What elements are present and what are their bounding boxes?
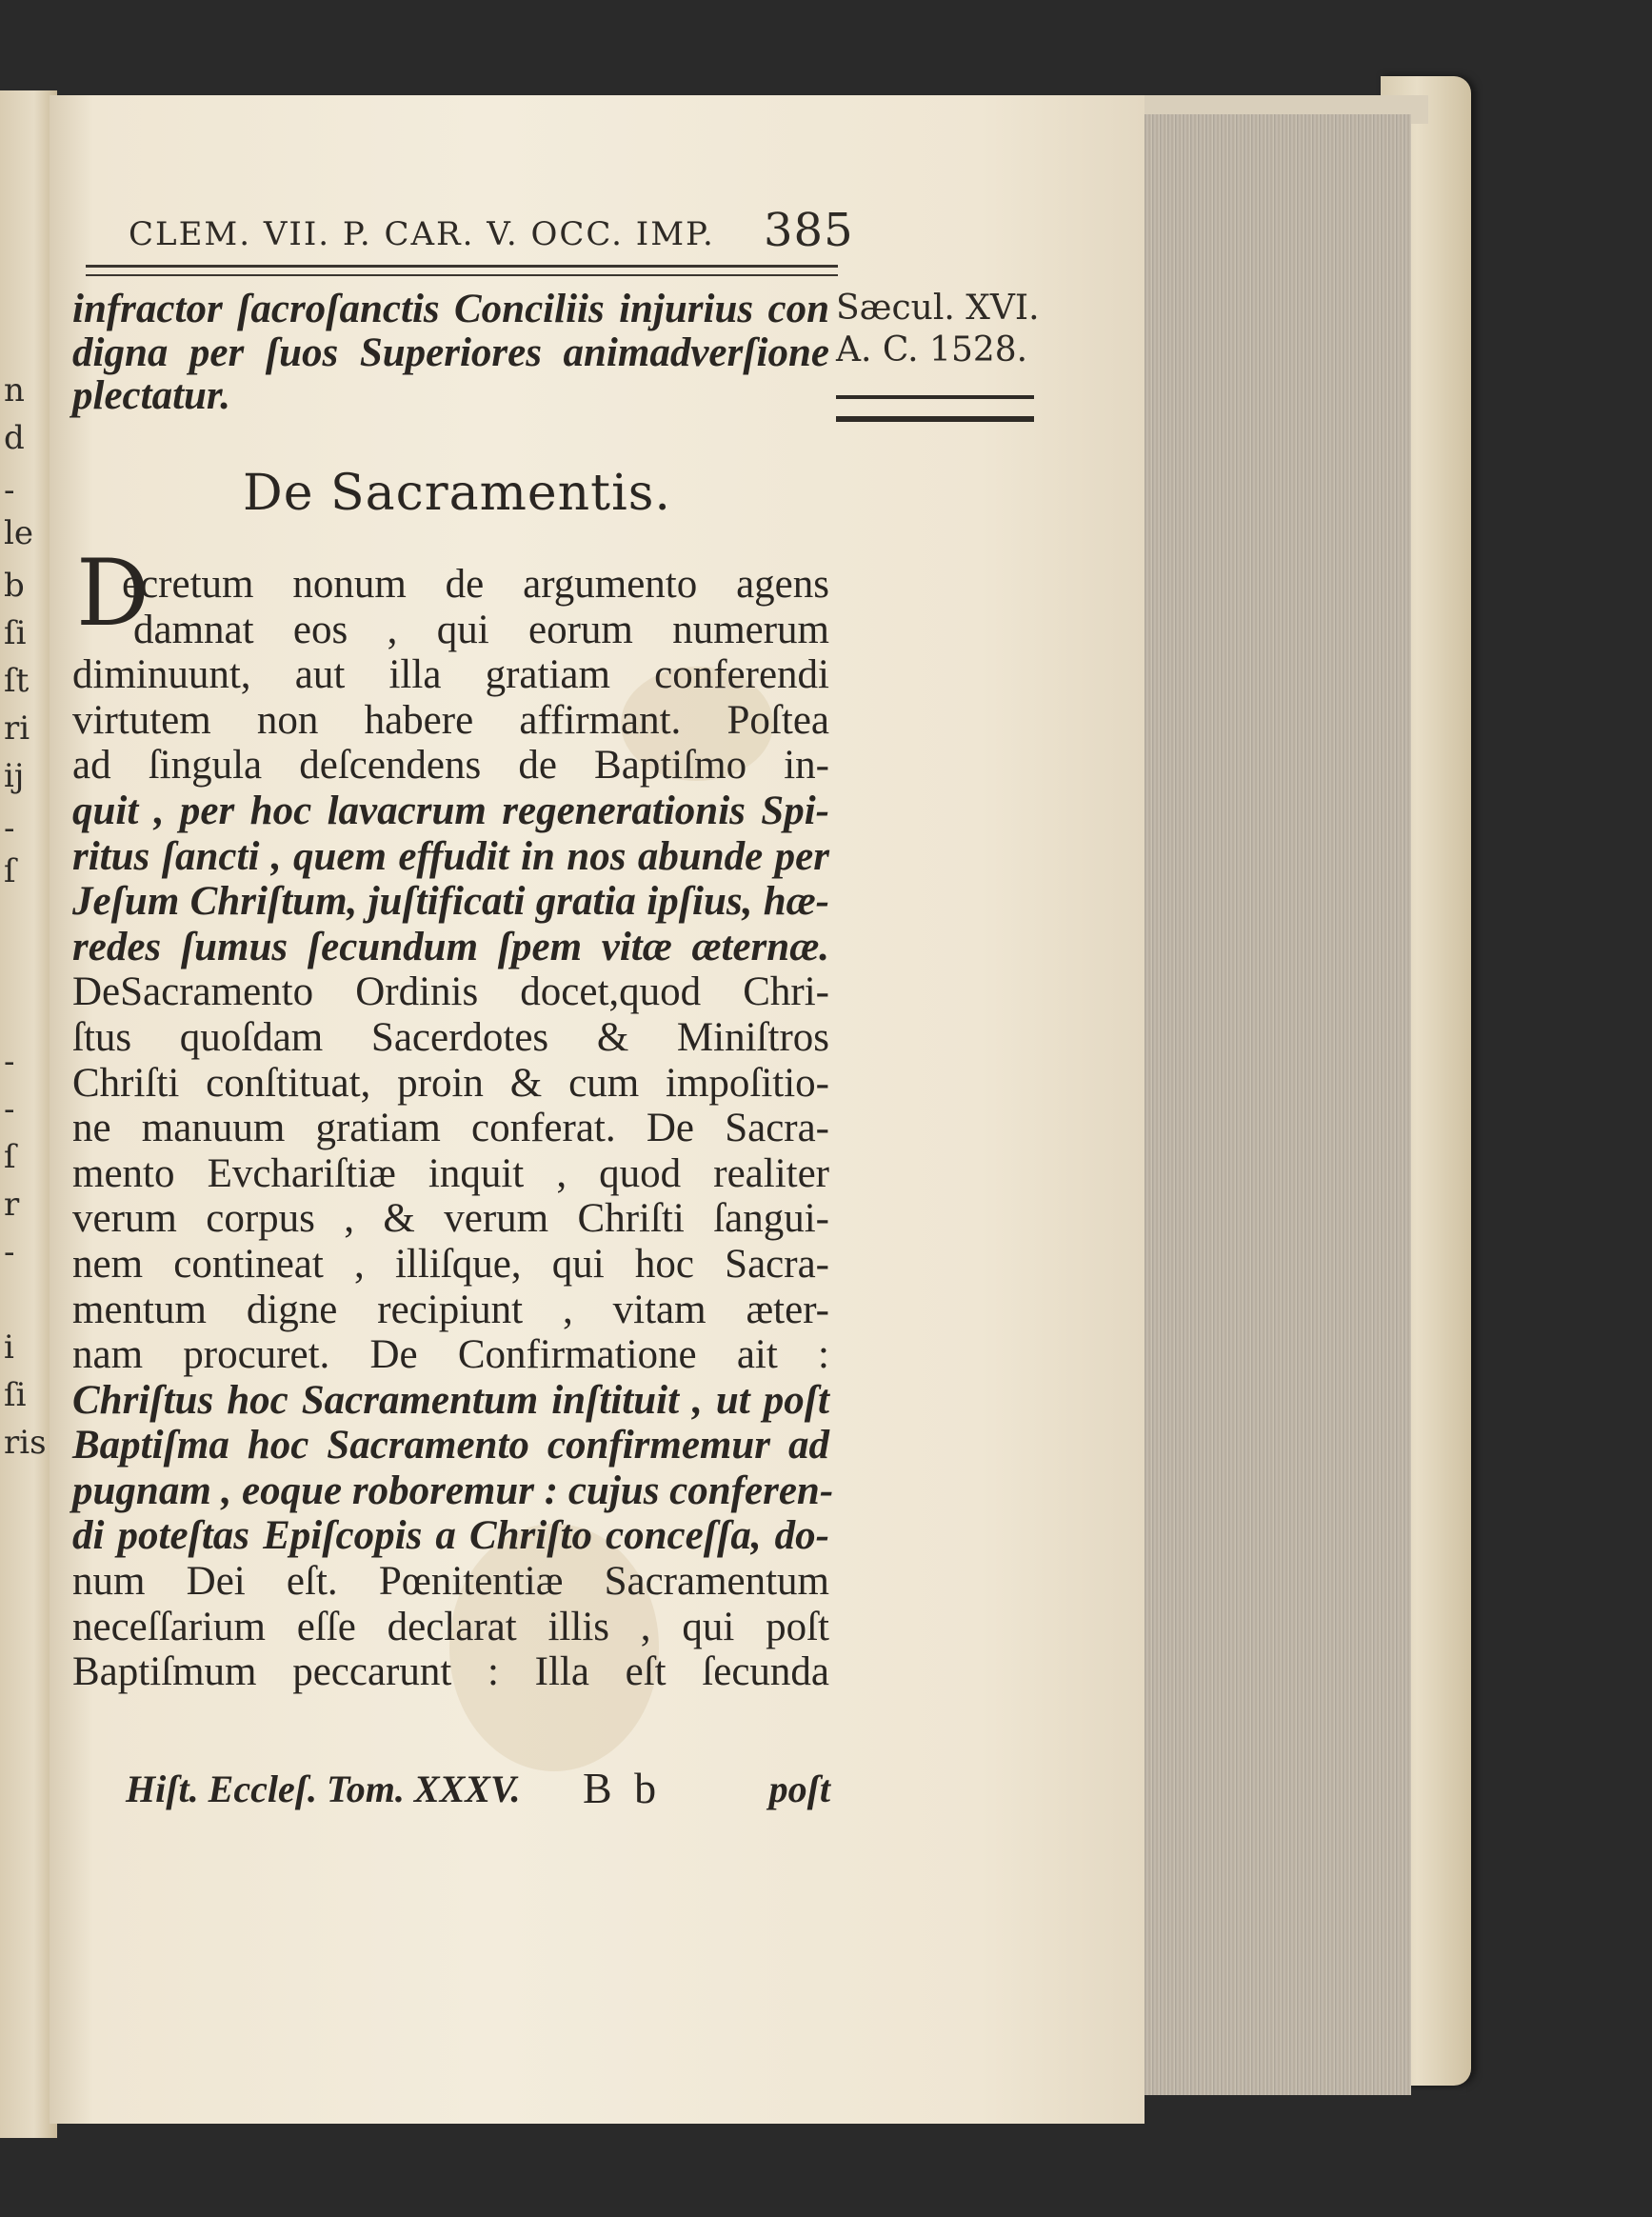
margin-note-year: A. C. 1528. bbox=[836, 330, 1028, 370]
prev-page-fragment: ſ bbox=[4, 852, 16, 890]
prev-page-fragment: ij bbox=[4, 757, 25, 795]
text-line: ſtus quoſdam Sacerdotes & Miniſtros bbox=[72, 1014, 829, 1060]
section-heading: De Sacramentis. bbox=[243, 465, 671, 522]
text-line: nam procuret. De Confirmatione ait : bbox=[72, 1332, 829, 1378]
text-line: nem contineat , illiſque, qui hoc Sacra- bbox=[72, 1241, 829, 1287]
prev-page-fragment: i bbox=[4, 1328, 14, 1367]
text-line: quit , per hoc lavacrum regenerationis Spi- bbox=[72, 788, 829, 833]
prev-page-fragment: ris bbox=[4, 1424, 47, 1462]
prev-page-fragment: d bbox=[4, 419, 25, 457]
prev-page-fragment: le bbox=[4, 514, 33, 552]
text-line: ecretum nonum de argumento agens bbox=[122, 562, 829, 607]
catchword: poſt bbox=[768, 1768, 830, 1810]
prev-page-fragment: ſ bbox=[4, 1138, 16, 1176]
page-number: 385 bbox=[764, 204, 854, 257]
text-line: plectatur. bbox=[72, 373, 231, 419]
text-line: pugnam , eoque roboremur : cujus conferen- bbox=[72, 1468, 834, 1513]
prev-page-fragment: ſi bbox=[4, 1376, 27, 1414]
head-rule bbox=[86, 265, 838, 276]
text-line: diminuunt, aut illa gratiam conferendi bbox=[72, 652, 829, 698]
text-line: Chriſti conſtituat, proin & cum impoſitio- bbox=[72, 1060, 829, 1106]
text-line: ne manuum gratiam conferat. De Sacra- bbox=[72, 1106, 829, 1151]
prev-page-fragment: ſi bbox=[4, 614, 27, 652]
page-block-edges bbox=[1143, 114, 1411, 2095]
prev-page-fragment: n bbox=[4, 371, 25, 409]
text-line: DeSacramento Ordinis docet,quod Chri- bbox=[72, 969, 829, 1015]
margin-note bbox=[836, 288, 1041, 371]
margin-note-rule bbox=[836, 395, 1034, 422]
text-line: ritus ſancti , quem effudit in nos abunde per bbox=[72, 833, 829, 879]
previous-page-edge bbox=[0, 90, 57, 2138]
text-line: mentum digne recipiunt , vitam æter- bbox=[72, 1287, 829, 1332]
text-line: neceſſarium eſſe declarat illis , qui poſt bbox=[72, 1604, 829, 1649]
text-line: digna per ſuos Superiores animadverſione bbox=[72, 330, 829, 375]
running-head-title: CLEM. VII. P. CAR. V. OCC. IMP. bbox=[129, 215, 715, 253]
prev-page-fragment: - bbox=[4, 1043, 15, 1081]
signature-mark: B b bbox=[583, 1764, 663, 1812]
margin-note-century: Sæcul. XVI. bbox=[836, 289, 1040, 328]
paragraph bbox=[72, 562, 834, 1695]
background-right bbox=[1466, 0, 1652, 2217]
prev-page-fragment: - bbox=[4, 1090, 15, 1128]
text-line: Baptiſma hoc Sacramento confirmemur ad bbox=[72, 1423, 829, 1468]
text-line: Chriſtus hoc Sacramentum inſtituit , ut poſt bbox=[72, 1377, 829, 1423]
text-line: infractor ſacroſanctis Conciliis injurius con bbox=[72, 287, 829, 331]
text-line: Jeſum Chriſtum, juſtificati gratia ipſius, hæ- bbox=[72, 879, 829, 925]
text-line: Baptiſmum peccarunt : Illa eſt ſecunda bbox=[72, 1649, 829, 1695]
prev-page-fragment: ſt bbox=[4, 662, 30, 700]
text-line: damnat eos , qui eorum numerum bbox=[133, 607, 829, 652]
text-line: mento Evchariſtiæ inquit , quod realiter bbox=[72, 1150, 829, 1196]
prev-page-fragment: ri bbox=[4, 709, 30, 748]
drop-cap: D bbox=[76, 540, 149, 647]
text-line: redes ſumus ſecundum ſpem vitæ æternæ. bbox=[72, 924, 829, 969]
signature-title: Hiſt. Eccleſ. Tom. XXXV. bbox=[126, 1768, 521, 1810]
running-head bbox=[124, 204, 854, 263]
page-footer bbox=[126, 1764, 830, 1824]
opening-lines bbox=[72, 288, 829, 418]
text-line: di poteſtas Epiſcopis a Chriſto conceſſa, do- bbox=[72, 1513, 829, 1559]
prev-page-fragment: r bbox=[4, 1186, 20, 1224]
prev-page-fragment: - bbox=[4, 809, 15, 848]
text-line: num Dei eſt. Pœnitentiæ Sacramentum bbox=[72, 1559, 829, 1605]
prev-page-fragment: b bbox=[4, 567, 25, 605]
prev-page-fragment: - bbox=[4, 471, 15, 509]
text-line: ad ſingula deſcendens de Baptiſmo in- bbox=[72, 743, 829, 789]
text-line: virtutem non habere affirmant. Poſtea bbox=[72, 697, 829, 743]
text-line: verum corpus , & verum Chriſti ſangui- bbox=[72, 1196, 829, 1242]
prev-page-fragment: - bbox=[4, 1233, 15, 1271]
